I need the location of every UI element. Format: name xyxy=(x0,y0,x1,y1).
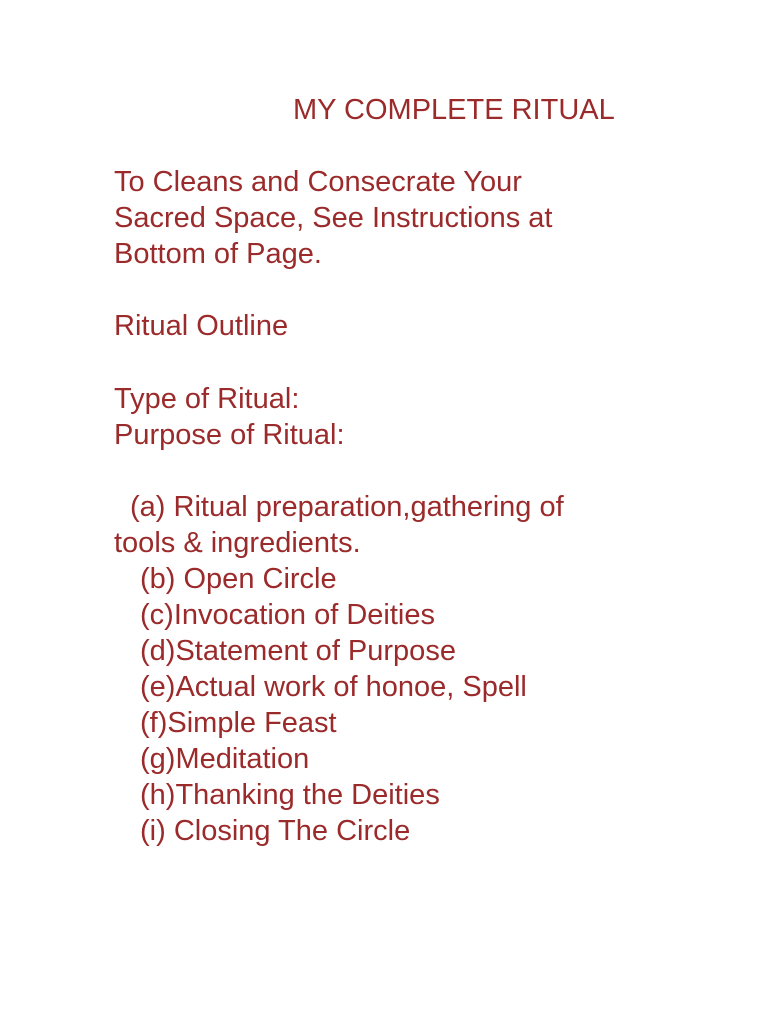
step-h: (h)Thanking the Deities xyxy=(140,779,440,811)
field-purpose-of-ritual: Purpose of Ritual: xyxy=(114,419,345,451)
step-a-continued: tools & ingredients. xyxy=(114,527,361,559)
step-i: (i) Closing The Circle xyxy=(140,815,411,847)
page-title: MY COMPLETE RITUAL xyxy=(293,94,615,126)
step-f: (f)Simple Feast xyxy=(140,707,337,739)
intro-line-1: To Cleans and Consecrate Your xyxy=(114,166,522,198)
step-e: (e)Actual work of honoe, Spell xyxy=(140,671,527,703)
step-g: (g)Meditation xyxy=(140,743,310,775)
field-type-of-ritual: Type of Ritual: xyxy=(114,383,300,415)
step-d: (d)Statement of Purpose xyxy=(140,635,456,667)
step-a: (a) Ritual preparation,gathering of xyxy=(130,491,564,523)
intro-line-3: Bottom of Page. xyxy=(114,238,322,270)
step-c: (c)Invocation of Deities xyxy=(140,599,435,631)
intro-line-2: Sacred Space, See Instructions at xyxy=(114,202,553,234)
step-b: (b) Open Circle xyxy=(140,563,337,595)
outline-heading: Ritual Outline xyxy=(114,310,289,342)
